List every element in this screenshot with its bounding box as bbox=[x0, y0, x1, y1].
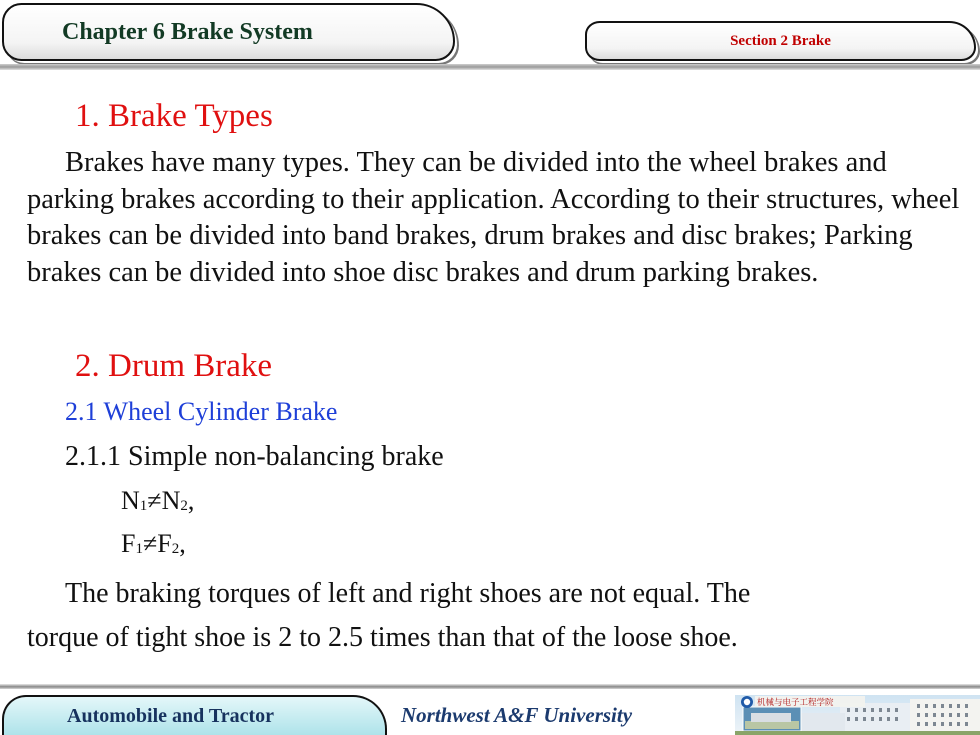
footer-divider bbox=[0, 684, 980, 689]
footer-course-tab bbox=[2, 695, 387, 735]
header-divider bbox=[0, 64, 980, 70]
paragraph-brake-types: Brakes have many types. They can be divided into the wheel brakes and parking brakes according to their application. According to their structures, wheel brakes can be divided into band brakes, drum brakes and disc brakes; Parking brakes can be divided into shoe disc brakes and drum parking brakes. bbox=[27, 147, 960, 288]
subheading-wheel-cylinder-brake: 2.1 Wheel Cylinder Brake bbox=[65, 397, 338, 426]
formula-normal-forces: $N_1\ne N_2$, bbox=[121, 486, 195, 515]
section-title: Section 2 Brake bbox=[730, 32, 831, 49]
college-banner-text: 机械与电子工程学院 bbox=[757, 698, 834, 708]
chapter-title: Chapter 6 Brake System bbox=[62, 18, 313, 45]
heading-drum-brake: 2. Drum Brake bbox=[75, 348, 273, 384]
college-building-image bbox=[735, 695, 980, 735]
subsubheading-simple-non-balancing: 2.1.1 Simple non-balancing brake bbox=[65, 441, 444, 472]
section-tab bbox=[585, 21, 976, 61]
formula-friction-forces: $F_1\ne F_2$, bbox=[121, 529, 186, 558]
heading-brake-types: 1. Brake Types bbox=[75, 98, 273, 134]
paragraph-torque-line2: torque of tight shoe is 2 to 2.5 times than that of the loose shoe. bbox=[27, 622, 738, 653]
chapter-tab bbox=[2, 3, 455, 61]
footer-course-label: Automobile and Tractor bbox=[67, 704, 275, 727]
paragraph-torque-line1: The braking torques of left and right shoes are not equal. The bbox=[65, 578, 751, 609]
footer-university: Northwest A&F University bbox=[401, 703, 633, 727]
